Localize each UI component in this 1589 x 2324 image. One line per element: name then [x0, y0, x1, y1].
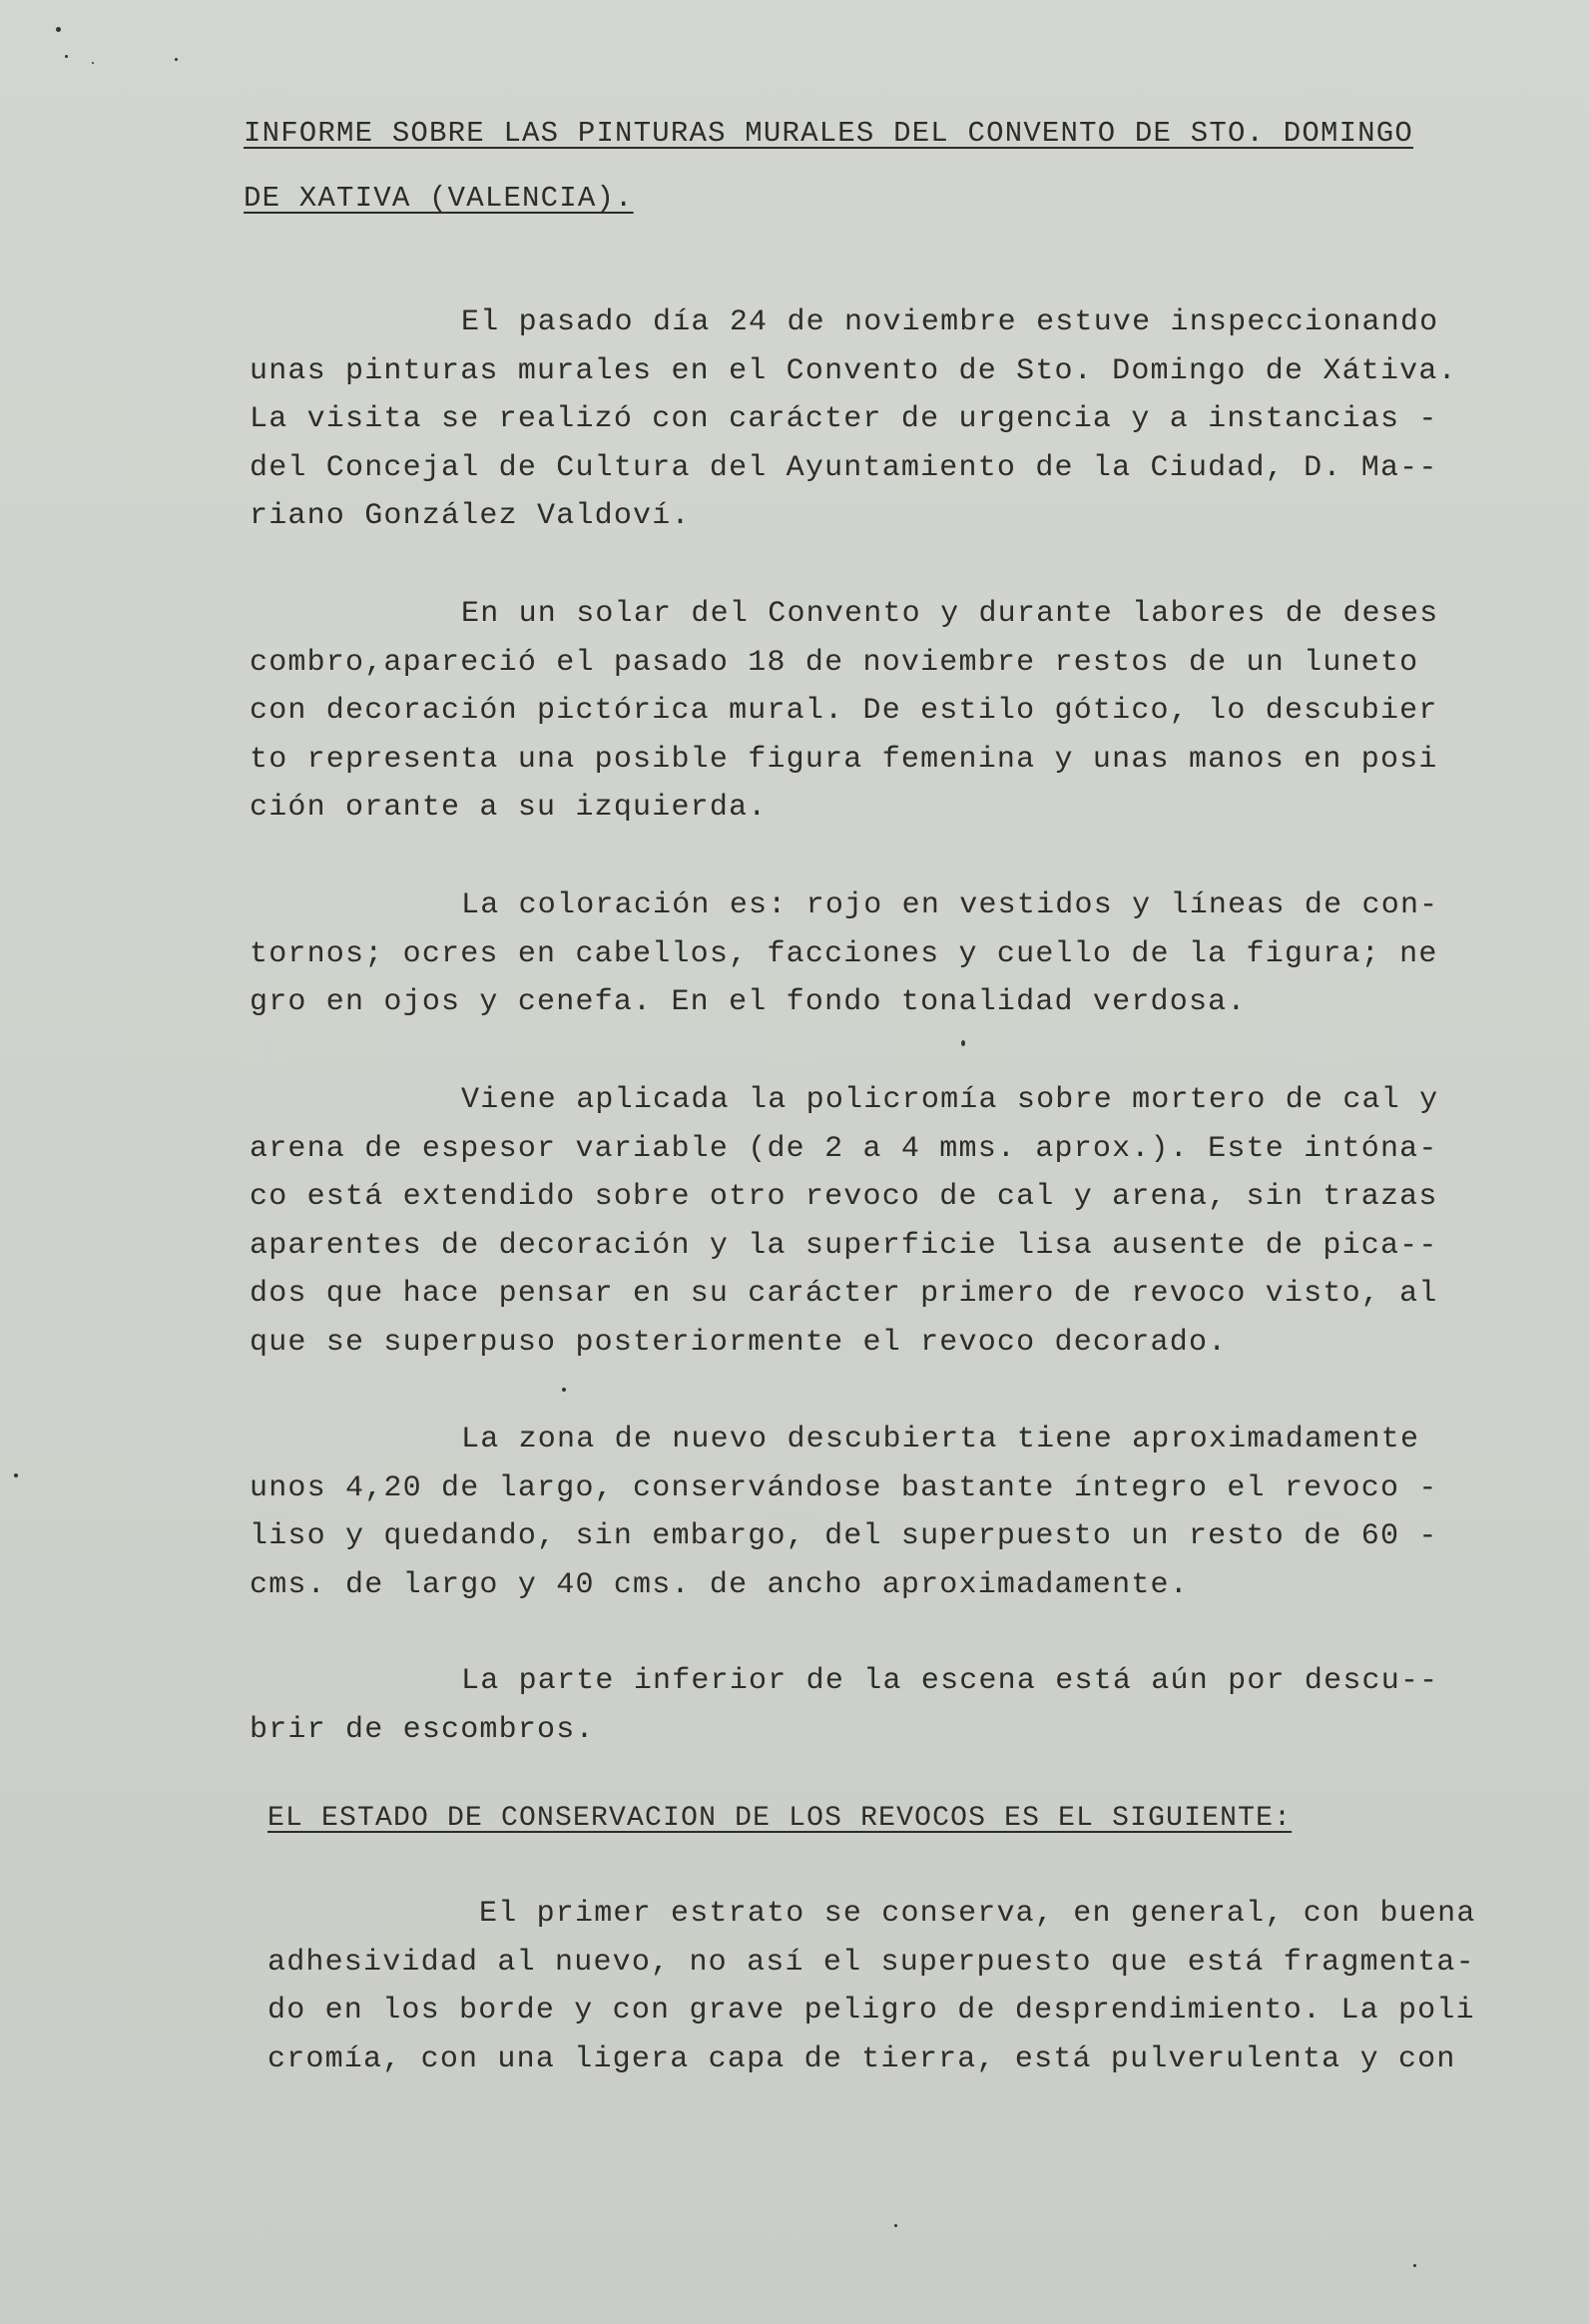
- paragraph-line: combro,apareció el pasado 18 de noviembre restos de un luneto: [250, 645, 1419, 680]
- paragraph-line: gro en ojos y cenefa. En el fondo tonalidad verdosa.: [250, 985, 1247, 1019]
- paragraph-line: arena de espesor variable (de 2 a 4 mms. aprox.). Este intóna-: [250, 1131, 1438, 1166]
- paragraph-line: Viene aplicada la policromía sobre mortero de cal y: [461, 1083, 1439, 1117]
- paragraph-line: dos que hace pensar en su carácter primero de revoco visto, al: [250, 1277, 1438, 1311]
- paragraph-line: con decoración pictórica mural. De estilo gótico, lo descubier: [250, 694, 1438, 728]
- paragraph-line: liso y quedando, sin embargo, del superpuesto un resto de 60 -: [250, 1519, 1438, 1553]
- paragraph-line: La zona de nuevo descubierta tiene aproximadamente: [461, 1423, 1420, 1456]
- scan-speck: [56, 27, 61, 32]
- paragraph-line: La coloración es: rojo en vestidos y líneas de con-: [461, 888, 1439, 922]
- paragraph-line: aparentes de decoración y la superficie lisa ausente de pica--: [250, 1228, 1438, 1263]
- scan-speck: [14, 1473, 18, 1477]
- scan-speck: [894, 2224, 897, 2227]
- paragraph-1: [250, 298, 1457, 541]
- paragraph-line: riano González Valdoví.: [250, 499, 691, 533]
- scan-speck: [562, 1388, 566, 1392]
- paragraph-6: [250, 1657, 1457, 1754]
- paragraph-line: brir de escombros.: [250, 1712, 595, 1747]
- paragraph-line: unas pinturas murales en el Convento de Sto. Domingo de Xátiva.: [250, 353, 1457, 388]
- scan-speck: [175, 58, 178, 61]
- paragraph-line: El pasado día 24 de noviembre estuve inspeccionando: [461, 305, 1439, 339]
- scan-speck: [92, 62, 94, 64]
- section-heading: EL ESTADO DE CONSERVACION DE LOS REVOCOS ES EL SIGUIENTE:: [267, 1803, 1293, 1834]
- document-title-line-2: DE XATIVA (VALENCIA).: [244, 182, 634, 215]
- paragraph-line: tornos; ocres en cabellos, facciones y cuello de la figura; ne: [250, 936, 1438, 971]
- paragraph-line: to representa una posible figura femenina y unas manos en posi: [250, 742, 1438, 777]
- paragraph-2: [250, 590, 1457, 833]
- paragraph-line: ción orante a su izquierda.: [250, 791, 768, 825]
- paragraph-line: La parte inferior de la escena está aún por descu--: [461, 1664, 1439, 1698]
- paragraph-4: [250, 1076, 1457, 1367]
- scan-speck: [1413, 2264, 1416, 2267]
- paragraph-line: que se superpuso posteriormente el revoco decorado.: [250, 1325, 1228, 1360]
- scan-speck: [65, 55, 68, 58]
- paragraph-line: La visita se realizó con carácter de urgencia y a instancias -: [250, 402, 1438, 436]
- paragraph-line: adhesividad al nuevo, no así el superpuesto que está fragmenta-: [267, 1945, 1475, 1980]
- paragraph-line: do en los borde y con grave peligro de desprendimiento. La poli: [267, 1994, 1475, 2028]
- paragraph-line: del Concejal de Cultura del Ayuntamiento de la Ciudad, D. Ma--: [250, 450, 1438, 485]
- paragraph-line: co está extendido sobre otro revoco de cal y arena, sin trazas: [250, 1180, 1438, 1214]
- paragraph-line: cromía, con una ligera capa de tierra, está pulverulenta y con: [267, 2041, 1456, 2076]
- paragraph-5: [250, 1416, 1457, 1609]
- paragraph-line: cms. de largo y 40 cms. de ancho aproximadamente.: [250, 1567, 1189, 1602]
- paragraph-3: [250, 881, 1457, 1027]
- paragraph-line: En un solar del Convento y durante labores de deses: [461, 597, 1439, 631]
- scan-speck: [961, 1040, 965, 1046]
- paragraph-line: unos 4,20 de largo, conservándose bastante íntegro el revoco -: [250, 1470, 1438, 1505]
- document-title-line-1: INFORME SOBRE LAS PINTURAS MURALES DEL CONVENTO DE STO. DOMINGO: [244, 117, 1413, 150]
- section-paragraph: [267, 1890, 1475, 2083]
- paragraph-line: El primer estrato se conserva, en general, con buena: [479, 1897, 1476, 1931]
